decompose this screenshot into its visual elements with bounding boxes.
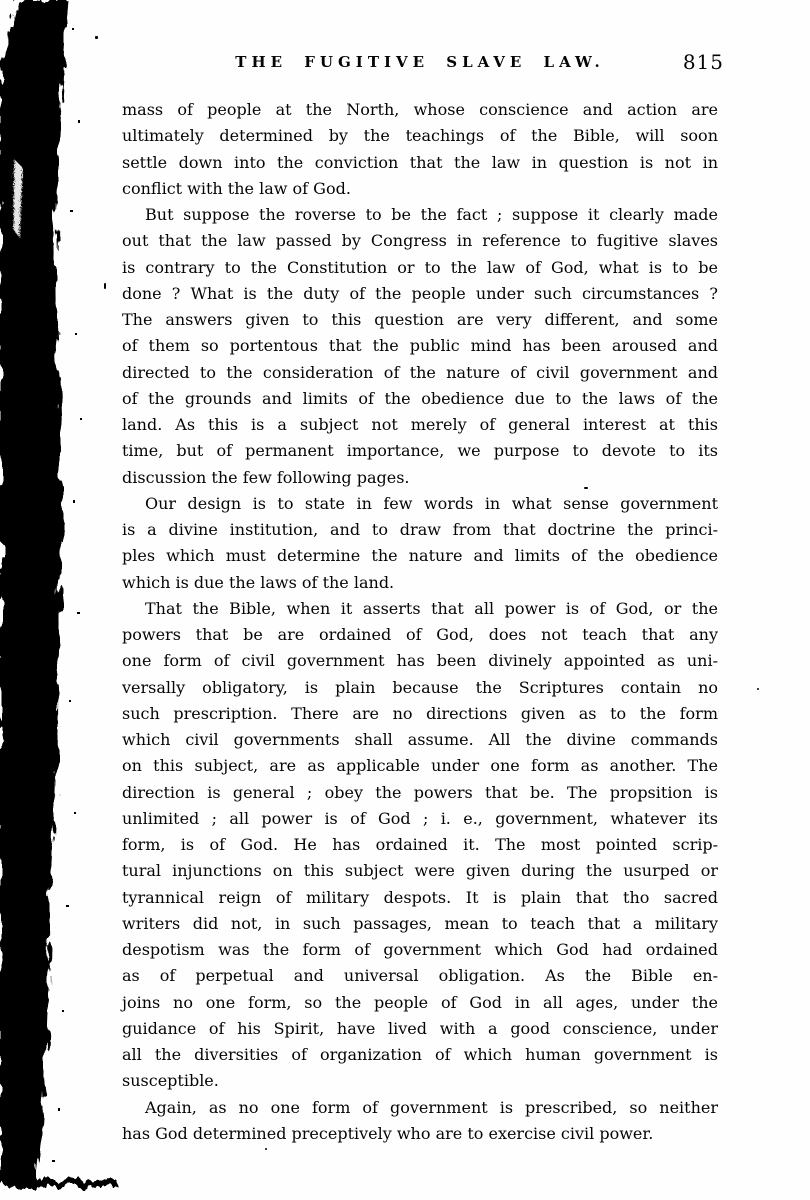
paragraph	[122, 596, 718, 1095]
text-line: is a divine institution, and to draw from that doctrine the princi-	[122, 520, 718, 539]
text-line: ples which must determine the nature and limits of the obedience	[122, 546, 718, 566]
text-line: done ? What is the duty of the people under such circumstances ?	[122, 283, 718, 303]
text-line: versally obligatory, is plain because the Scriptures contain no	[122, 677, 718, 697]
paragraph	[122, 97, 718, 202]
text-line: settle down into the conviction that the law in question is not in	[122, 152, 718, 172]
text-line: form, is of God. He has ordained it. The most pointed scrip-	[122, 835, 718, 854]
text-line: The answers given to this question are very different, and some	[122, 310, 718, 329]
text-line: tyrannical reign of military despots. It is plain that tho sacred	[122, 887, 718, 907]
text-line: unlimited ; all power is of God ; i. e., government, whatever its	[122, 808, 718, 828]
ink-speck	[757, 688, 759, 690]
text-line: time, but of permanent importance, we purpose to devote to its	[122, 441, 718, 461]
text-line: writers did not, in such passages, mean to teach that a military	[122, 913, 718, 933]
ink-speck	[95, 36, 98, 39]
ink-speck	[265, 1148, 267, 1150]
text-line: of the grounds and limits of the obedience due to the laws of the	[122, 388, 718, 408]
text-line: which is due the laws of the land.	[122, 572, 395, 592]
paragraph	[122, 491, 718, 596]
running-header	[122, 50, 724, 74]
text-line: out that the law passed by Congress in reference to fugitive slaves	[122, 231, 718, 251]
text-line: mass of people at the North, whose conscience and action are	[122, 100, 718, 119]
text-line: despotism was the form of government which God had ordained	[122, 940, 718, 959]
text-line: ultimately determined by the teachings of the Bible, will soon	[122, 126, 718, 146]
text-line: powers that be are ordained of God, does not teach that any	[122, 625, 718, 644]
article	[122, 97, 718, 1147]
binding-shadow	[0, 0, 140, 1200]
text-line: direction is general ; obey the powers that be. The propsition is	[122, 782, 718, 802]
text-line: discussion the few following pages.	[122, 467, 410, 487]
page-content	[122, 50, 724, 1147]
ink-speck	[104, 283, 106, 289]
text-line: which civil governments shall assume. All the divine commands	[122, 730, 718, 749]
text-line: Again, as no one form of government is prescribed, so neither	[145, 1097, 718, 1117]
text-line: conflict with the law of God.	[122, 178, 351, 198]
text-line: susceptible.	[122, 1071, 219, 1091]
text-line: such prescription. There are no directions given as to the form	[122, 703, 718, 723]
text-line: directed to the consideration of the nature of civil government and	[122, 362, 718, 382]
text-line: on this subject, are as applicable under one form as another. The	[122, 756, 718, 776]
page-number: 815	[682, 50, 724, 74]
text-line: as of perpetual and universal obligation. As the Bible en-	[122, 966, 718, 986]
paragraph	[122, 202, 718, 491]
text-line: has God determined preceptively who are to exercise civil power.	[122, 1123, 654, 1143]
text-line: Our design is to state in few words in what sense government	[145, 493, 718, 513]
text-line: But suppose the roverse to be the fact ; suppose it clearly made	[145, 205, 718, 224]
text-line: all the diversities of organization of which human government is	[122, 1045, 718, 1064]
text-line: is contrary to the Constitution or to the law of God, what is to be	[122, 257, 718, 277]
text-line: guidance of his Spirit, have lived with a good conscience, under	[122, 1018, 718, 1038]
text-line: tural injunctions on this subject were given during the usurped or	[122, 861, 718, 881]
page-title: THE FUGITIVE SLAVE LAW.	[235, 53, 605, 71]
paragraph	[122, 1095, 718, 1148]
text-line: one form of civil government has been divinely appointed as uni-	[122, 651, 718, 671]
text-line: land. As this is a subject not merely of general interest at this	[122, 415, 718, 434]
text-line: joins no one form, so the people of God in all ages, under the	[122, 992, 718, 1012]
text-line: That the Bible, when it asserts that all power is of God, or the	[145, 598, 718, 618]
text-line: of them so portentous that the public mind has been aroused and	[122, 336, 718, 356]
